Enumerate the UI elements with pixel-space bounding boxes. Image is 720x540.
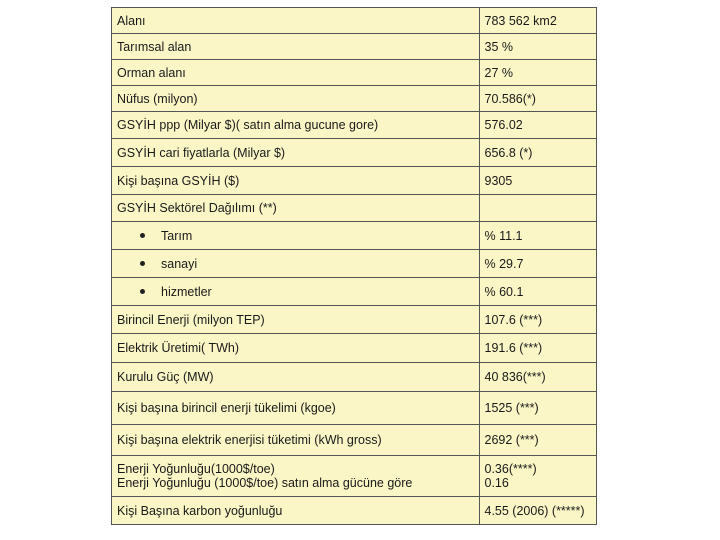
row-label-text: Kişi başına birincil enerji tükelimi (kgoe) (117, 401, 336, 415)
row-value: 107.6 (***) (479, 306, 597, 334)
row-label-text: hizmetler (161, 284, 212, 299)
row-label-text: Enerji Yoğunluğu(1000$/toe) (117, 462, 275, 476)
table-row (112, 425, 597, 456)
row-value: 9305 (479, 167, 597, 195)
row-label-text: GSYİH Sektörel Dağılımı (**) (117, 201, 277, 215)
row-label (112, 278, 480, 306)
row-value: 1525 (***) (479, 392, 597, 425)
table-row (112, 34, 597, 60)
row-label-text: Kişi başına GSYİH ($) (117, 173, 240, 188)
row-value-text: 0.36(****) (484, 462, 537, 476)
table-row-carbon (112, 497, 597, 525)
table-row-energy-intensity (112, 456, 597, 497)
row-value: % 29.7 (479, 250, 597, 278)
row-label (112, 112, 480, 139)
table-row (112, 195, 597, 222)
row-label-text: Enerji Yoğunluğu (1000$/toe) satın alma gücüne göre (117, 476, 413, 490)
row-value: % 60.1 (479, 278, 597, 306)
row-value: 70.586(*) (479, 86, 597, 112)
row-label (112, 334, 480, 363)
row-label-text: GSYİH cari fiyatlarla (Milyar $) (117, 145, 286, 160)
row-label-text: Nüfus (milyon) (117, 91, 198, 106)
row-value: 576.02 (479, 112, 597, 139)
row-value: 2692 (***) (479, 425, 597, 456)
row-label-text: GSYİH ppp (Milyar $)( satın alma gucune gore) (117, 118, 379, 132)
row-value: 4.55 (2006) (*****) (479, 497, 597, 525)
table-body (112, 8, 597, 525)
row-value: 656.8 (*) (479, 139, 597, 167)
table-row (112, 167, 597, 195)
row-value: 35 % (479, 34, 597, 60)
table-row (112, 139, 597, 167)
row-label (112, 425, 480, 456)
table-row (112, 222, 597, 250)
row-label: Kişi Başına karbon yoğunluğu (112, 497, 480, 525)
table-row (112, 250, 597, 278)
row-value-text: 0.16 (484, 476, 509, 490)
table-row (112, 334, 597, 363)
row-label-text: sanayi (161, 256, 198, 271)
row-value (479, 195, 597, 222)
row-label (112, 8, 480, 34)
row-label (112, 86, 480, 112)
row-value: % 11.1 (479, 222, 597, 250)
row-label-text: Kurulu Güç (MW) (117, 370, 214, 384)
row-value: 27 % (479, 60, 597, 86)
row-label-text: Elektrik Üretimi( TWh) (117, 341, 239, 355)
row-label (112, 222, 480, 250)
row-value (479, 456, 597, 497)
table-row (112, 278, 597, 306)
row-label (112, 139, 480, 167)
row-label-text: Tarım (161, 228, 193, 243)
table-row (112, 86, 597, 112)
row-label (112, 167, 480, 195)
row-label-text: Kişi başına elektrik enerjisi tüketimi (kWh gross) (117, 433, 382, 447)
row-label (112, 195, 480, 222)
row-value: 191.6 (***) (479, 334, 597, 363)
row-label (112, 456, 480, 497)
table-row (112, 363, 597, 392)
row-label (112, 363, 480, 392)
row-label-text: Birincil Enerji (milyon TEP) (117, 312, 265, 327)
country-statistics-table (111, 7, 597, 525)
row-value: 783 562 km2 (479, 8, 597, 34)
row-label (112, 306, 480, 334)
table-row (112, 112, 597, 139)
row-label (112, 60, 480, 86)
row-label-text: Orman alanı (117, 65, 186, 80)
row-label-text: Tarımsal alan (117, 39, 192, 54)
bullet-icon (140, 233, 145, 238)
table-row (112, 60, 597, 86)
row-label (112, 34, 480, 60)
row-label (112, 392, 480, 425)
table-row (112, 392, 597, 425)
table-row (112, 8, 597, 34)
row-label-text: Alanı (117, 13, 146, 28)
bullet-icon (140, 261, 145, 266)
row-value: 40 836(***) (479, 363, 597, 392)
row-label (112, 250, 480, 278)
bullet-icon (140, 289, 145, 294)
table-row (112, 306, 597, 334)
